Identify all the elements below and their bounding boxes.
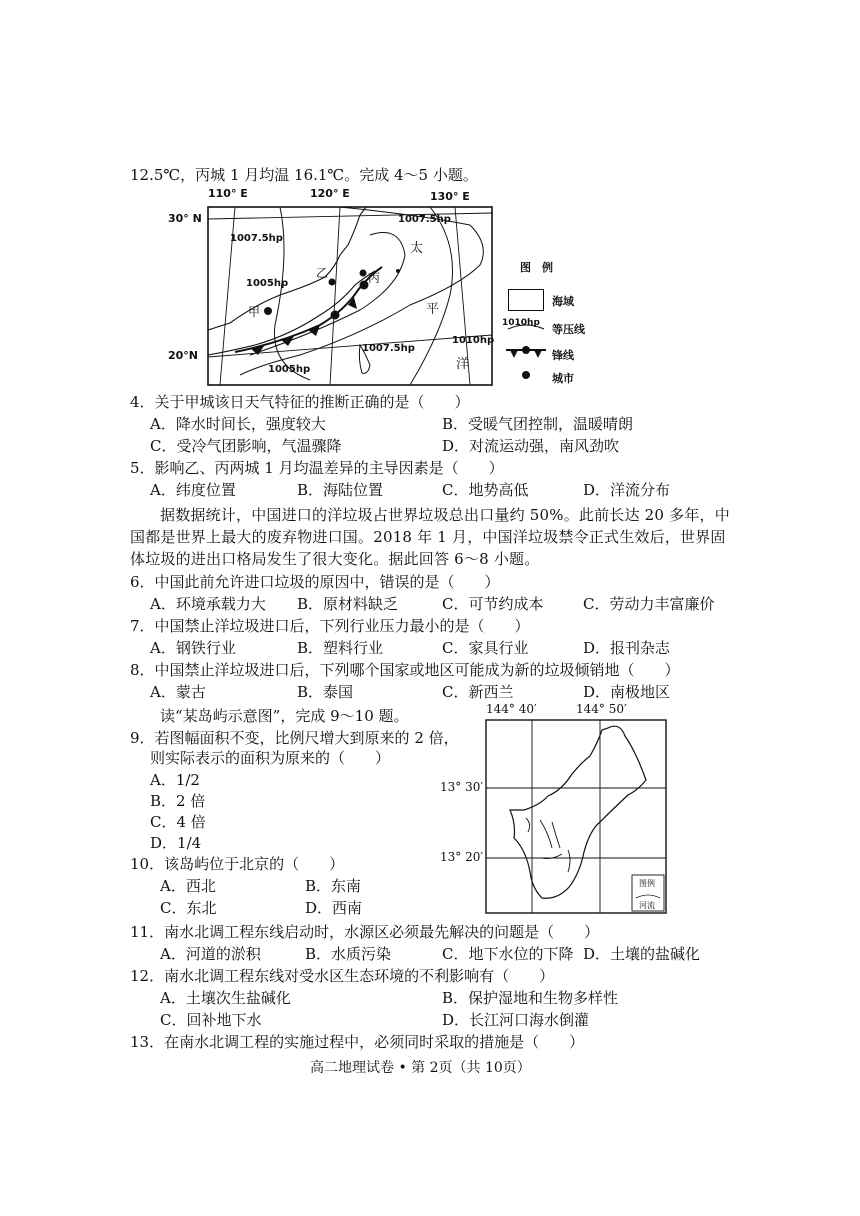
passage-waste: 据数据统计，中国进口的洋垃圾占世界垃圾总出口量约 50%。此前长达 20 多年，中国都是世界上最大的废弃物进口国。2018 年 1 月，中国洋垃圾禁令正式生效后，世界固体垃圾的进出口格局发生了很大变化。据此回答 6～8 小题。	[130, 506, 730, 568]
q8-option-c: C．新西兰	[442, 683, 514, 701]
weather-map	[160, 185, 620, 390]
legend-isobar-line	[506, 321, 546, 335]
q12-option-b: B．保护湿地和生物多样性	[442, 989, 619, 1007]
island-lon-label-2: 144° 50′	[576, 702, 627, 716]
lon-label-110: 110° E	[208, 187, 248, 200]
island-lon-label-1: 144° 40′	[486, 702, 537, 716]
lat-label-20n: 20°N	[168, 349, 199, 362]
q8-option-d: D．南极地区	[583, 683, 671, 701]
sea-label-yang: 洋	[456, 357, 470, 372]
legend-isobar-sample: 1010hp	[502, 318, 540, 328]
q9-option-a: A．1/2	[150, 771, 200, 789]
legend-sea-swatch	[508, 289, 544, 311]
lon-label-120: 120° E	[310, 187, 350, 200]
lon-label-130: 130° E	[430, 190, 470, 203]
legend-front-label: 锋线	[552, 349, 574, 362]
page-footer: 高二地理试卷 • 第 2页（共 10页）	[310, 1060, 531, 1076]
island-legend-river: 河流	[639, 901, 655, 910]
q9-option-d: D．1/4	[150, 834, 202, 852]
q12-option-a: A．土壤次生盐碱化	[160, 989, 291, 1007]
q10-option-b: B．东南	[305, 877, 362, 895]
q11-stem: 11．南水北调工程东线启动时，水源区必须最先解决的问题是（ ）	[130, 923, 600, 941]
q12-option-c: C．回补地下水	[160, 1011, 262, 1029]
q7-stem: 7．中国禁止洋垃圾进口后，下列行业压力最小的是（ ）	[130, 617, 530, 635]
q4-stem: 4．关于甲城该日天气特征的推断正确的是（ ）	[130, 393, 470, 411]
q4-option-d: D．对流运动强，南风劲吹	[442, 437, 620, 455]
q8-option-a: A．蒙古	[150, 683, 206, 701]
q10-option-d: D．西南	[305, 899, 363, 917]
q12-stem: 12．南水北调工程东线对受水区生态环境的不利影响有（ ）	[130, 967, 555, 985]
q6-option-b: B．原材料缺乏	[297, 595, 399, 613]
weather-map-frame	[160, 185, 620, 390]
q8-stem: 8．中国禁止洋垃圾进口后，下列哪个国家或地区可能成为新的垃圾倾销地（ ）	[130, 661, 680, 679]
island-map-frame	[440, 700, 670, 915]
q5-stem: 5．影响乙、丙两城 1 月均温差异的主导因素是（ ）	[130, 459, 504, 477]
q9-option-b: B．2 倍	[150, 792, 206, 810]
read-island-line: 读“某岛屿示意图”，完成 9～10 题。	[160, 707, 409, 725]
q9-option-c: C．4 倍	[150, 813, 206, 831]
legend-front-icon	[504, 345, 548, 361]
q10-stem: 10．该岛屿位于北京的（ ）	[130, 855, 345, 873]
sea-label-ping: 平	[426, 302, 440, 317]
q5-option-d: D．洋流分布	[583, 481, 671, 499]
island-lat-label-2: 13° 20′	[440, 850, 484, 864]
q6-stem: 6．中国此前允许进口垃圾的原因中，错误的是（ ）	[130, 573, 500, 591]
island-map	[440, 700, 670, 915]
q5-option-b: B．海陆位置	[297, 481, 384, 499]
isobar-label-1005-north: 1005hp	[246, 278, 289, 289]
q4-option-c: C．受冷气团影响，气温骤降	[150, 437, 342, 455]
city-label-jia: 甲	[248, 305, 261, 319]
q13-stem: 13．在南水北调工程的实施过程中，必须同时采取的措施是（ ）	[130, 1033, 585, 1051]
city-label-yi: 乙	[316, 266, 329, 280]
q11-option-b: B．水质污染	[305, 945, 392, 963]
island-lat-label-1: 13° 30′	[440, 780, 484, 794]
sea-label-tai: 太	[410, 241, 424, 256]
legend-city-icon	[520, 369, 532, 381]
q10-option-c: C．东北	[160, 899, 217, 917]
legend-isobar-label: 等压线	[552, 323, 585, 336]
q7-option-c: C．家具行业	[442, 639, 529, 657]
legend-city-label: 城市	[552, 372, 574, 385]
q9-stem-2: 则实际表示的面积为原来的（ ）	[150, 749, 391, 767]
q12-option-d: D．长江河口海水倒灌	[442, 1011, 590, 1029]
q9-stem-1: 9．若图幅面积不变，比例尺增大到原来的 2 倍，	[130, 729, 459, 747]
q5-option-a: A．纬度位置	[150, 481, 236, 499]
q6-option-d: C．劳动力丰富廉价	[583, 595, 715, 613]
isobar-label-1007-5-west: 1007.5hp	[230, 233, 283, 244]
lat-label-30n: 30° N	[168, 212, 202, 225]
isobar-label-1005-south: 1005hp	[268, 364, 311, 375]
q11-option-d: D．土壤的盐碱化	[583, 945, 701, 963]
q8-option-b: B．泰国	[297, 683, 354, 701]
isobar-label-1010: 1010hp	[452, 335, 495, 346]
q7-option-d: D．报刊杂志	[583, 639, 671, 657]
q10-option-a: A．西北	[160, 877, 216, 895]
q4-option-a: A．降水时间长，强度较大	[150, 415, 326, 433]
city-label-bing: 丙	[368, 271, 381, 285]
legend-sea-label: 海域	[552, 295, 574, 308]
q7-option-a: A．钢铁行业	[150, 639, 236, 657]
q11-option-a: A．河道的淤积	[160, 945, 261, 963]
isobar-label-1007-5-east: 1007.5hp	[398, 214, 451, 225]
island-legend-title: 图例	[639, 879, 655, 888]
q6-option-a: A．环境承载力大	[150, 595, 266, 613]
isobar-label-1007-5-south: 1007.5hp	[362, 343, 415, 354]
q7-option-b: B．塑料行业	[297, 639, 384, 657]
q4-option-b: B．受暖气团控制，温暖晴朗	[442, 415, 634, 433]
q6-option-c: C．可节约成本	[442, 595, 544, 613]
legend-title: 图 例	[520, 261, 553, 274]
q5-option-c: C．地势高低	[442, 481, 529, 499]
q11-option-c: C．地下水位的下降	[442, 945, 574, 963]
intro-line: 12.5℃，丙城 1 月均温 16.1℃。完成 4～5 小题。	[130, 166, 478, 184]
